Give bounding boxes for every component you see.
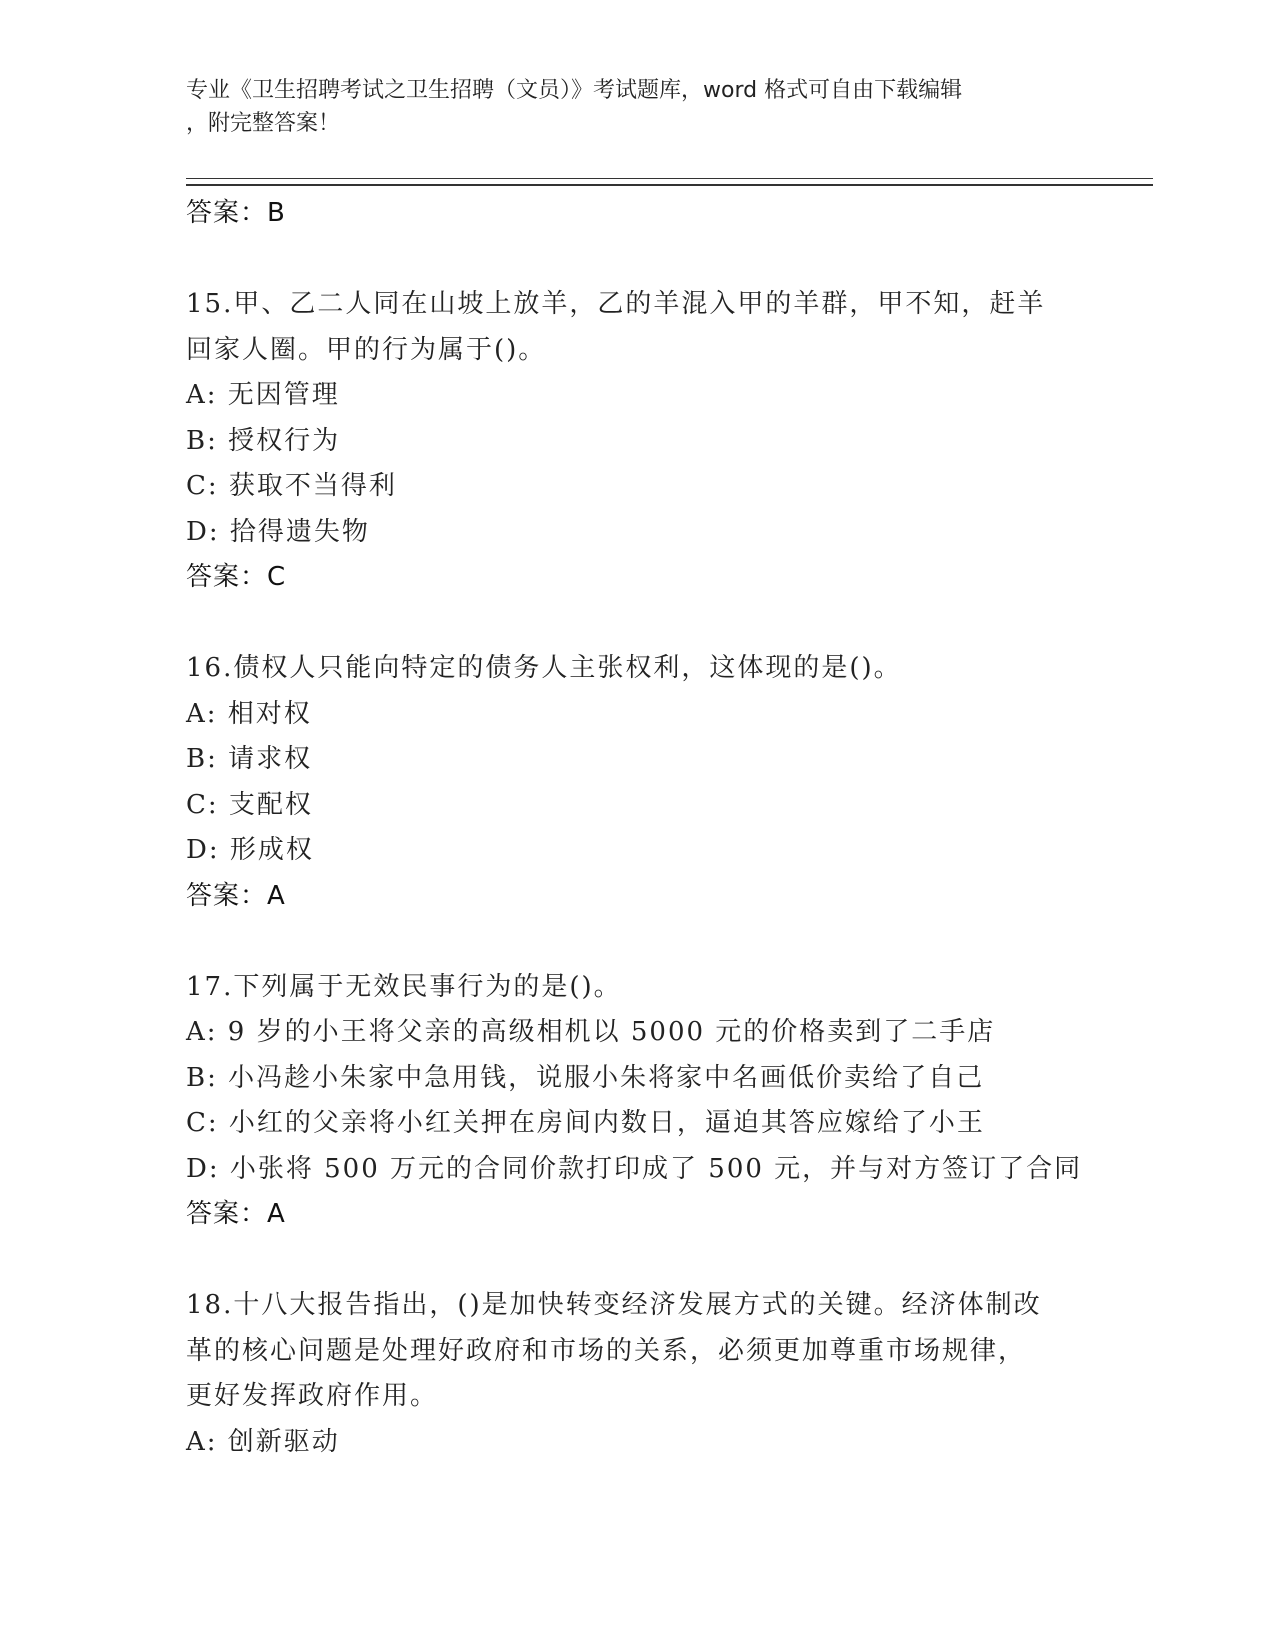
question-block <box>186 646 1086 919</box>
option-a: A: 无因管理 <box>186 380 340 410</box>
question-block <box>186 1283 1086 1465</box>
question-stem-line: 18.十八大报告指出，()是加快转变经济发展方式的关键。经济体制改 <box>186 1290 1042 1320</box>
option-b: B: 请求权 <box>186 744 313 774</box>
spacer <box>186 919 1086 965</box>
question-block <box>186 965 1086 1238</box>
option-b: B: 小冯趁小朱家中急用钱，说服小朱将家中名画低价卖给了自己 <box>186 1062 985 1093</box>
option-a: A: 创新驱动 <box>186 1426 340 1457</box>
option-c: C: 支配权 <box>186 789 313 820</box>
option-c: C: 获取不当得利 <box>186 471 397 501</box>
question-block <box>186 282 1086 601</box>
answer-line: 答案：B <box>186 198 286 228</box>
option-b: B: 授权行为 <box>186 425 341 456</box>
option-a: A: 相对权 <box>186 698 312 729</box>
header-line-1: 专业《卫生招聘考试之卫生招聘（文员）》考试题库，word 格式可自由下载编辑 <box>186 78 963 103</box>
answer-line: 答案：A <box>186 1199 286 1229</box>
document-header <box>186 74 1066 140</box>
question-stem-line: 更好发挥政府作用。 <box>186 1381 439 1411</box>
question-stem-line: 17.下列属于无效民事行为的是()。 <box>186 971 622 1002</box>
option-a: A: 9 岁的小王将父亲的高级相机以 5000 元的价格卖到了二手店 <box>186 1017 996 1047</box>
header-divider <box>186 178 1153 186</box>
option-d: D: 小张将 500 万元的合同价款打印成了 500 元，并与对方签订了合同 <box>186 1153 1083 1184</box>
spacer <box>186 601 1086 647</box>
question-stem-line: 15.甲、乙二人同在山坡上放羊，乙的羊混入甲的羊群，甲不知，赶羊 <box>186 289 1046 319</box>
spacer <box>186 237 1086 283</box>
question-stem-line: 回家人圈。甲的行为属于()。 <box>186 334 547 365</box>
option-d: D: 拾得遗失物 <box>186 516 370 547</box>
question-stem-line: 16.债权人只能向特定的债务人主张权利，这体现的是()。 <box>186 653 902 683</box>
spacer <box>186 1238 1086 1284</box>
option-d: D: 形成权 <box>186 835 314 865</box>
question-stem-line: 革的核心问题是处理好政府和市场的关系，必须更加尊重市场规律， <box>186 1335 1027 1366</box>
answer-line: 答案：C <box>186 562 287 592</box>
question-list <box>186 191 1086 1465</box>
option-c: C: 小红的父亲将小红关押在房间内数日，逼迫其答应嫁给了小王 <box>186 1108 985 1138</box>
header-line-2: ，附完整答案！ <box>186 111 341 136</box>
answer-line: 答案：A <box>186 880 286 911</box>
